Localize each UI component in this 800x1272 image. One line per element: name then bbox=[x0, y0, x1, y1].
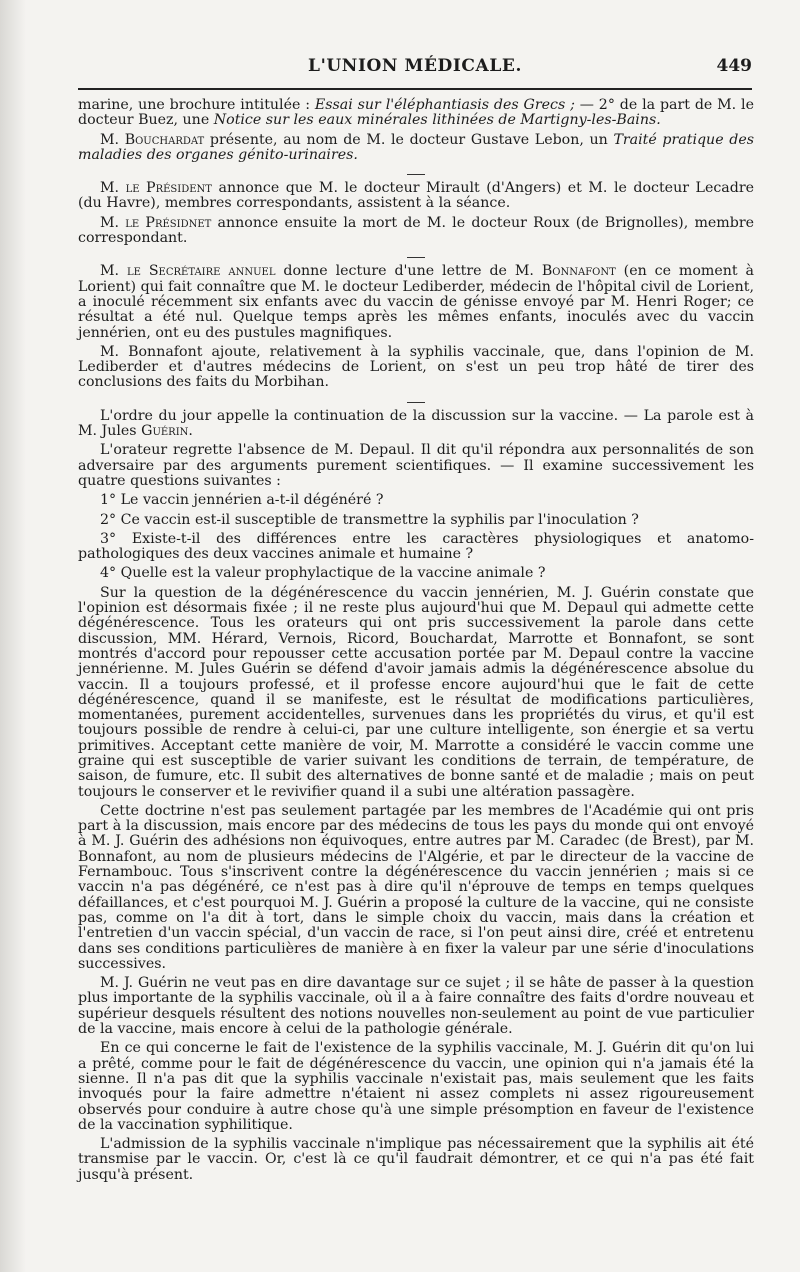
paragraph-doctrine: Cette doctrine n'est pas seulement partagée par les membres de l'Académie qui ont pris part à la discussion, mais encore par des médecins de tous les pays du monde qui ont envoyé à M. J. Guérin des adhésions non équivoques, entre autres par M. Caradec (de Brest), par M. Bonnafont, au nom de plusieurs médecins de l'Algérie, et par le directeur de la vaccine de Fernambouc. Tous s'inscrivent contre la dégénérescence du vaccin jennérien ; mais si ce vaccin n'a pas dégénéré, ce n'est pas à dire qu'il n'éprouve de temps en temps quelques défaillances, et c'est pourquoi M. J. Guérin a proposé la culture de la vaccine, qui ne consiste pas, comme on l'a dit à tort, dans le simple choix du vaccin, mais dans la création et l'entretien d'un vaccin spécial, d'un vaccin de race, si l'on peut ainsi dire, créé et entretenu dans ses conditions particulières de manière à en fixer la valeur par une série d'inoculations successives. bbox=[78, 802, 754, 972]
text-run: M. bbox=[100, 180, 126, 197]
text-run: M. bbox=[100, 214, 126, 231]
page-number: 449 bbox=[716, 56, 752, 76]
speaker-name: Bouchardat bbox=[124, 131, 205, 148]
paragraph-brochures bbox=[78, 98, 754, 129]
section-separator bbox=[78, 395, 754, 403]
question-1: 1° Le vaccin jennérien a-t-il dégénéré ? bbox=[100, 492, 384, 509]
header-rule bbox=[78, 88, 752, 90]
speaker-title: le Président bbox=[125, 180, 212, 197]
paragraph-order-of-day bbox=[78, 409, 754, 440]
running-header bbox=[78, 56, 752, 82]
paragraph-orator: L'orateur regrette l'absence de M. Depaul. Il dit qu'il répondra aux personnalités de son adversaire par des arguments purement scientifiques. — Il examine successivement les quatre questions suivantes : bbox=[78, 442, 754, 489]
text-run: (en ce moment à Lorient) qui fait connaître que M. le docteur Lediberder, médecin de l'hôpital civil de Lorient, a inoculé récemment six enfants avec du vaccin de génisse envoyé par M. Henri Roger; ce résultat a été nul. Quelque temps après les mêmes enfants, inoculés avec du vaccin jennérien, ont eu des pustules magnifiques. bbox=[78, 263, 755, 341]
text-run: M. bbox=[100, 263, 127, 280]
speaker-title: le Présidnet bbox=[125, 214, 212, 231]
paragraph-president-announce bbox=[78, 181, 754, 212]
paragraph-president-death bbox=[78, 216, 754, 247]
text-run: annonce ensuite la mort de M. le docteur Roux (de Brignolles), membre correspondant. bbox=[78, 214, 755, 247]
text-run: — 2° de la part de M. le docteur Buez, une bbox=[78, 97, 754, 129]
treatise-title: Traité pratique des maladies des organes génito-urinaires. bbox=[78, 131, 754, 163]
section-separator bbox=[78, 167, 754, 175]
journal-title: L'UNION MÉDICALE. bbox=[308, 56, 522, 76]
question-2: 2° Ce vaccin est-il susceptible de transmettre la syphilis par l'inoculation ? bbox=[100, 511, 639, 528]
paragraph-degenerescence: Sur la question de la dégénérescence du vaccin jennérien, M. J. Guérin constate que l'opinion est désormais fixée ; il ne reste plus aujourd'hui que M. Depaul qui admette cette dégénérescence. Tous les orateurs qui ont pris successivement la parole dans cette discussion, MM. Hérard, Vernois, Ricord, Bouchardat, Marrotte et Bonnafont, se sont montrés d'accord pour repousser cette accusation portée par M. Depaul contre la vaccine jennérienne. M. Jules Guérin se défend d'avoir jamais admis la dégénérescence absolue du vaccin. Il a toujours professé, et il professe encore aujourd'hui que le fait de cette dégénérescence, quand il se manifeste, est le résultat de modifications particulières, momentanées, purement accidentelles, survenues dans les propriétés du virus, et qu'il est toujours possible de rendre à celui-ci, par une culture intelligente, son énergie et sa vertu primitives. Acceptant cette manière de voir, M. Marrotte a considéré le vaccin comme une graine qui est susceptible de varier suivant les conditions de terrain, de température, de saison, de fumure, etc. Il subit des alternatives de bonne santé et de maladie ; mais on peut toujours le conserver et le revivifier quand il a subi une altération passagère. bbox=[78, 584, 754, 800]
paragraph-secretary-letter bbox=[78, 264, 754, 340]
speaker-title: le Secrétaire annuel bbox=[126, 263, 276, 280]
text-run: L'ordre du jour appelle la continuation de la discussion sur la vaccine. — La parole est à M. Jules bbox=[78, 407, 754, 440]
page-gutter-shadow bbox=[0, 0, 26, 1272]
paragraph-syphilis-existence: En ce qui concerne le fait de l'existence de la syphilis vaccinale, M. J. Guérin dit qu'on lui a prêté, comme pour le fait de dégénérescence du vaccin, une opinion qui n'a jamais été la sienne. Il n'a pas dit que la syphilis vaccinale n'existait pas, mais seulement que les faits invoqués pour la faire admettre n'étaient ni assez complets ni assez rigoureusement observés pour conduire à autre chose qu'à une simple présomption en faveur de l'existence de la vaccination syphilitique. bbox=[78, 1040, 754, 1133]
question-3: 3° Existe-t-il des différences entre les caractères physiologiques et anatomo-pathologiques des deux vaccines animale et humaine ? bbox=[78, 530, 754, 563]
brochure-title: Essai sur l'éléphantiasis des Grecs ; bbox=[314, 97, 575, 113]
notice-title: Notice sur les eaux minérales lithinées de Martigny-les-Bains. bbox=[213, 112, 661, 129]
article-body bbox=[78, 98, 754, 1187]
paragraph-syphilis-admission: L'admission de la syphilis vaccinale n'implique pas nécessairement que la syphilis ait été transmise par le vaccin. Or, c'est là ce qu'il faudrait démontrer, et ce qui n'a pas été fait jusqu'à présent. bbox=[78, 1136, 754, 1183]
speaker-name: Bonnafont bbox=[541, 263, 616, 280]
text-run: marine, une brochure intitulée : bbox=[78, 97, 315, 113]
text-run: annonce que M. le docteur Mirault (d'Angers) et M. le docteur Lecadre (du Havre), membres correspondants, assistent à la séance. bbox=[78, 180, 755, 212]
paragraph-syphilis-transition: M. J. Guérin ne veut pas en dire davantage sur ce sujet ; il se hâte de passer à la question plus importante de la syphilis vaccinale, où il a à faire connaître des faits d'ordre nouveau et supérieur desquels résultent des notions nouvelles non-seulement au point de vue particulier de la vaccine, mais encore à celui de la pathologie générale. bbox=[78, 975, 754, 1038]
speaker-name: Guérin. bbox=[141, 423, 193, 440]
text-run: présente, au nom de M. le docteur Gustave Lebon, un bbox=[204, 131, 614, 148]
text-run: donne lecture d'une lettre de M. bbox=[275, 263, 542, 280]
section-separator bbox=[78, 250, 754, 258]
paragraph-bonnafont: M. Bonnafont ajoute, relativement à la syphilis vaccinale, que, dans l'opinion de M. Lediberder et d'autres médecins de Lorient, on s'est un peu trop hâté de tirer des conclusions des faits du Morbihan. bbox=[78, 343, 754, 391]
paragraph-bouchardat bbox=[78, 133, 754, 164]
text-run: M. bbox=[100, 131, 125, 148]
question-4: 4° Quelle est la valeur prophylactique de la vaccine animale ? bbox=[100, 565, 546, 582]
